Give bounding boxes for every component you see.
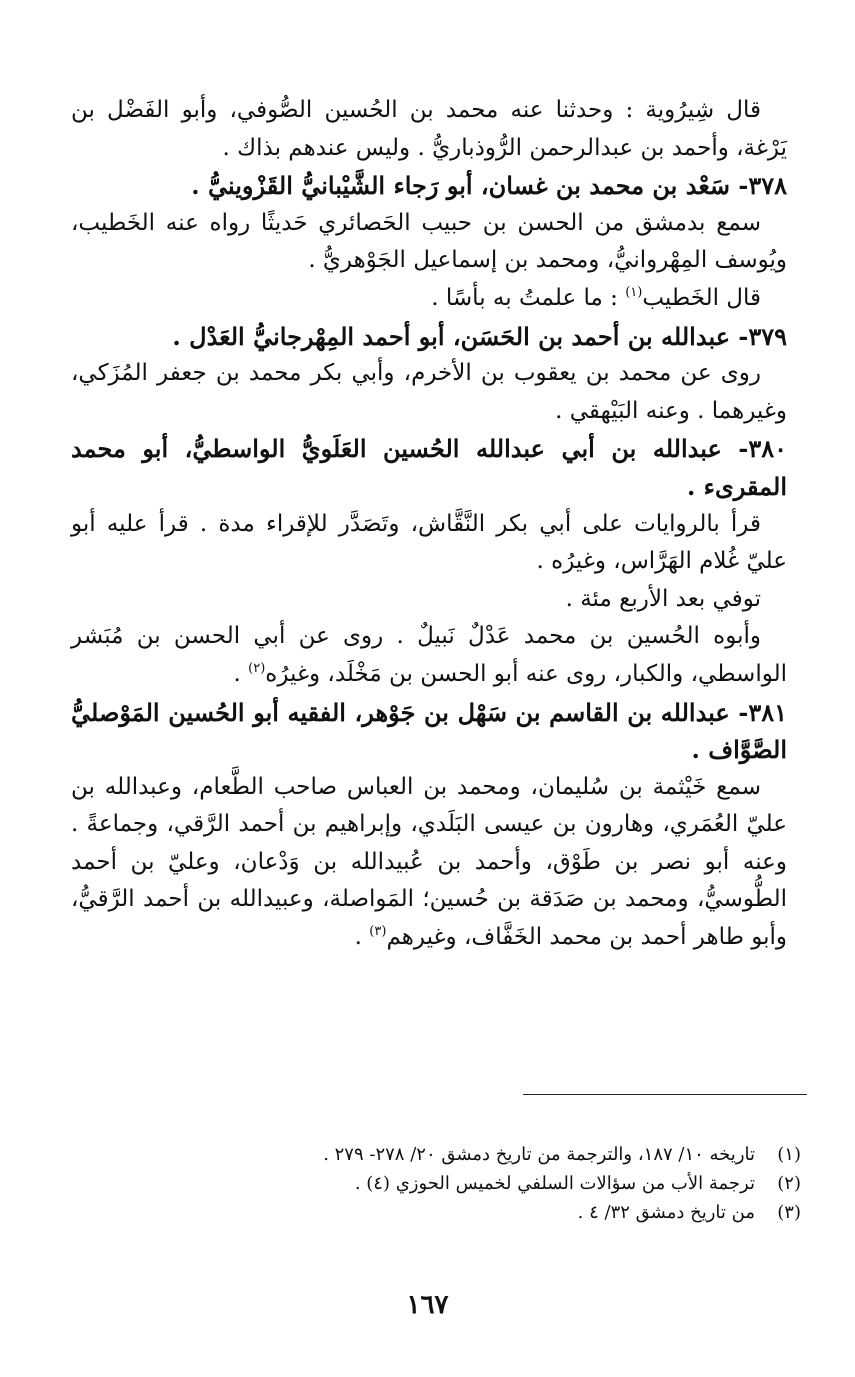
footnote-ref-1: (١)	[625, 284, 643, 300]
paragraph-khatib-quote	[71, 280, 787, 318]
paragraph-378-body: سمع بدمشق من الحسن بن حبيب الحَصائري حَديثًا رواه عنه الخَطيب، ويُوسف المِهْروانيُّ، ومحمد بن إسماعيل الجَوْهريُّ .	[71, 209, 787, 274]
footnote-separator	[523, 1094, 807, 1095]
footnote-1	[61, 1140, 801, 1169]
period: .	[354, 924, 370, 951]
footnote-ref-3: (٣)	[369, 924, 387, 940]
entry-heading-378: ٣٧٨- سَعْد بن محمد بن غسان، أبو رَجاء الشَّيْبانيُّ القَزْوينيُّ .	[191, 171, 787, 201]
footnote-2	[61, 1169, 801, 1198]
footnote-number: (٢)	[777, 1173, 801, 1194]
footnote-number: (٣)	[777, 1202, 801, 1223]
footnote-ref-2: (٢)	[248, 660, 266, 676]
footnotes	[61, 1140, 801, 1227]
paragraph-379-body: روى عن محمد بن يعقوب بن الأخرم، وأبي بكر محمد بن جعفر المُزَكي، وغيرهما . وعنه البَيْهقي .	[71, 360, 787, 424]
footnote-number: (١)	[777, 1144, 801, 1165]
period: .	[233, 660, 249, 687]
entry-heading-381: ٣٨١- عبدالله بن القاسم بن سَهْل بن جَوْهر، الفقيه أبو الحُسين المَوْصليُّ الصَّوَّاف .	[71, 697, 787, 765]
footnote-text: ترجمة الأب من سؤالات السلفي لخميس الحوزي (٤) .	[354, 1173, 755, 1194]
main-text	[71, 92, 787, 957]
footnote-text: من تاريخ دمشق ٣٢/ ٤ .	[577, 1202, 755, 1223]
paragraph-380-death: توفي بعد الأربع مئة .	[565, 585, 761, 612]
khatib-label: قال الخَطيب	[642, 284, 761, 311]
paragraph-380-father	[71, 618, 787, 693]
paragraph-381-text: سمع خَيْثمة بن سُليمان، ومحمد بن العباس صاحب الطَّعام، وعبدالله بن عليّ العُمَري، وهارون بن عيسى البَلَدي، وإبراهيم بن أحمد الرَّقي، وجماعةً . وعنه أبو نصر بن طَوْق، وأحمد بن عُبيدالله بن وَدْعان، وعليّ بن أحمد الطُّوسيُّ، ومحمد بن صَدَقة بن حُسين؛ المَواصلة، وعبيدالله بن أحمد الرَّقيُّ، وأبو طاهر أحمد بن محمد الخَفَّاف، وغيرهم	[71, 773, 788, 951]
entry-heading-379: ٣٧٩- عبدالله بن أحمد بن الحَسَن، أبو أحمد المِهْرجانيُّ العَدْل .	[172, 321, 787, 351]
paragraph-381-body	[71, 769, 787, 957]
footnote-3	[61, 1198, 801, 1227]
khatib-quote-text: : ما علمتُ به بأسًا .	[431, 284, 618, 311]
father-text: وأبوه الحُسين بن محمد عَدْلٌ نَبيلٌ . روى عن أبي الحسن بن مُبَشر الواسطي، والكبار، روى عنه أبو الحسن بن مَخْلَد، وغيرُه	[71, 623, 787, 687]
page-number: ١٦٧	[406, 1290, 449, 1320]
entry-heading-380: ٣٨٠- عبدالله بن أبي عبدالله الحُسين العَلَويُّ الواسطيُّ، أبو محمد المقرىء .	[71, 434, 788, 501]
paragraph-shiruya: قال شِيرُوية : وحدثنا عنه محمد بن الحُسين الصُّوفي، وأبو الفَضْل بن يَرْغة، وأحمد بن عبدالرحمن الرُّوذباريُّ . وليس عندهم بذاك .	[71, 97, 787, 161]
paragraph-380-body: قرأ بالروايات على أبي بكر النَّقَّاش، وتَصَدَّر للإقراء مدة . قرأ عليه أبو عليّ غُلام الهَرَّاس، وغيرُه .	[71, 510, 787, 575]
footnote-text: تاريخه ١٠/ ١٨٧، والترجمة من تاريخ دمشق ٢٠/ ٢٧٨- ٢٧٩ .	[323, 1144, 755, 1165]
